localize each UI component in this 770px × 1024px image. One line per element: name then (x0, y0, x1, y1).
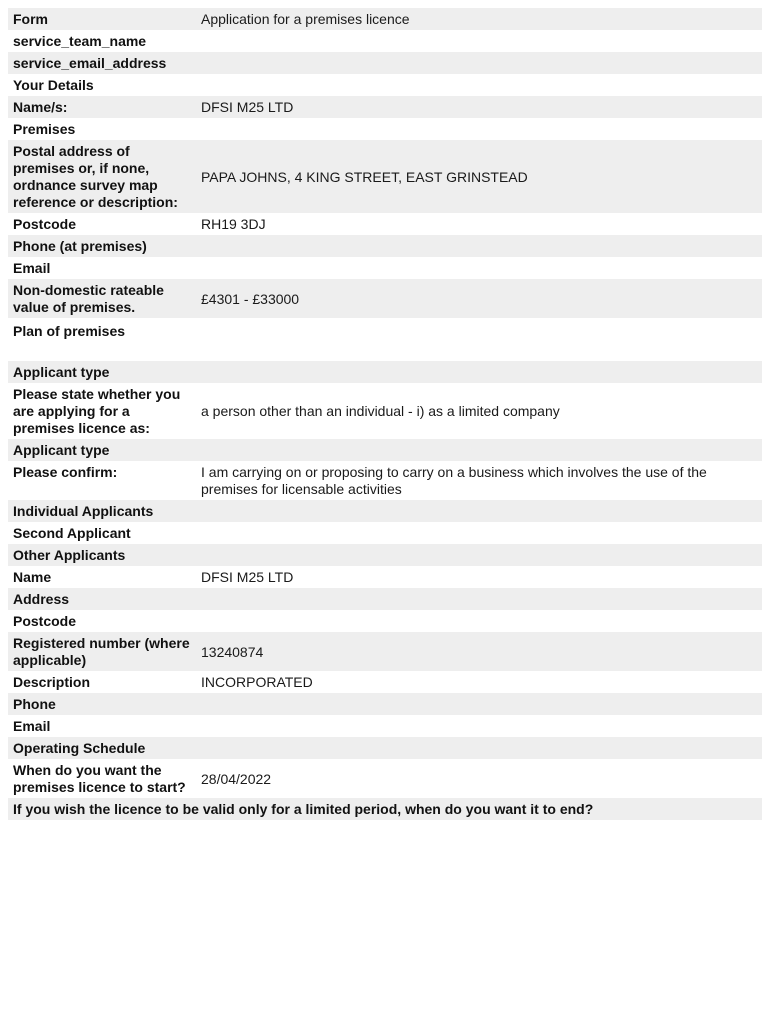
row-form (8, 8, 762, 30)
row-operating-schedule (8, 737, 762, 759)
field-label: Postcode (8, 610, 196, 632)
row-registered-number (8, 632, 762, 671)
field-label: Name (8, 566, 196, 588)
section-heading: Applicant type (8, 361, 196, 383)
application-details-table (8, 8, 762, 820)
row-your-details (8, 74, 762, 96)
field-value (196, 318, 762, 361)
field-value (196, 500, 762, 522)
field-label: Address (8, 588, 196, 610)
field-label: Please state whether you are applying for a premises licence as: (8, 383, 196, 439)
row-service-email-address (8, 52, 762, 74)
row-individual-applicants (8, 500, 762, 522)
field-value (196, 361, 762, 383)
field-label: Postal address of premises or, if none, ordnance survey map reference or description: (8, 140, 196, 213)
section-heading: Applicant type (8, 439, 196, 461)
field-value (196, 588, 762, 610)
row-plan-of-premises (8, 318, 762, 361)
row-applicant-email (8, 715, 762, 737)
row-rateable-value (8, 279, 762, 318)
row-postal-address (8, 140, 762, 213)
continuation-space (8, 820, 762, 840)
field-label: Postcode (8, 213, 196, 235)
row-address (8, 588, 762, 610)
field-label: service_email_address (8, 52, 196, 74)
row-names (8, 96, 762, 118)
field-value (196, 610, 762, 632)
row-description (8, 671, 762, 693)
field-value: DFSI M25 LTD (196, 566, 762, 588)
field-value (196, 118, 762, 140)
field-value: PAPA JOHNS, 4 KING STREET, EAST GRINSTEAD (196, 140, 762, 213)
row-premises (8, 118, 762, 140)
row-applicant-type (8, 361, 762, 383)
section-heading: Operating Schedule (8, 737, 196, 759)
field-value (196, 257, 762, 279)
field-label: Non-domestic rateable value of premises. (8, 279, 196, 318)
field-value: £4301 - £33000 (196, 279, 762, 318)
field-value (196, 693, 762, 715)
field-label: Plan of premises (8, 318, 196, 361)
field-label: When do you want the premises licence to start? (8, 759, 196, 798)
field-label: Email (8, 715, 196, 737)
field-value (196, 715, 762, 737)
field-value: INCORPORATED (196, 671, 762, 693)
field-value (196, 30, 762, 52)
field-label: service_team_name (8, 30, 196, 52)
field-value (196, 439, 762, 461)
row-phone-premises (8, 235, 762, 257)
field-value (196, 737, 762, 759)
section-heading: Individual Applicants (8, 500, 196, 522)
section-heading: Other Applicants (8, 544, 196, 566)
form-details-sheet (8, 8, 762, 840)
field-label: Name/s: (8, 96, 196, 118)
field-label: Form (8, 8, 196, 30)
row-service-team-name (8, 30, 762, 52)
row-applicant-type-2 (8, 439, 762, 461)
row-name (8, 566, 762, 588)
field-value (196, 544, 762, 566)
field-value: RH19 3DJ (196, 213, 762, 235)
row-please-confirm (8, 461, 762, 500)
field-value: 28/04/2022 (196, 759, 762, 798)
section-heading: Your Details (8, 74, 196, 96)
row-applicant-postcode (8, 610, 762, 632)
field-value (196, 235, 762, 257)
field-label: Email (8, 257, 196, 279)
row-postcode (8, 213, 762, 235)
field-value (196, 52, 762, 74)
row-email (8, 257, 762, 279)
field-value: I am carrying on or proposing to carry on a business which involves the use of the premises for licensable activities (196, 461, 762, 500)
field-label: Please confirm: (8, 461, 196, 500)
field-label: If you wish the licence to be valid only for a limited period, when do you want it to end? (8, 798, 762, 820)
field-value: a person other than an individual - i) as a limited company (196, 383, 762, 439)
field-value (196, 74, 762, 96)
field-value: 13240874 (196, 632, 762, 671)
section-heading: Premises (8, 118, 196, 140)
row-other-applicants (8, 544, 762, 566)
field-label: Description (8, 671, 196, 693)
row-licence-end-question (8, 798, 762, 820)
field-label: Phone (8, 693, 196, 715)
row-phone (8, 693, 762, 715)
field-value: Application for a premises licence (196, 8, 762, 30)
row-second-applicant (8, 522, 762, 544)
field-value: DFSI M25 LTD (196, 96, 762, 118)
field-value (196, 522, 762, 544)
field-label: Registered number (where applicable) (8, 632, 196, 671)
row-applying-as (8, 383, 762, 439)
section-heading: Second Applicant (8, 522, 196, 544)
row-licence-start (8, 759, 762, 798)
field-label: Phone (at premises) (8, 235, 196, 257)
